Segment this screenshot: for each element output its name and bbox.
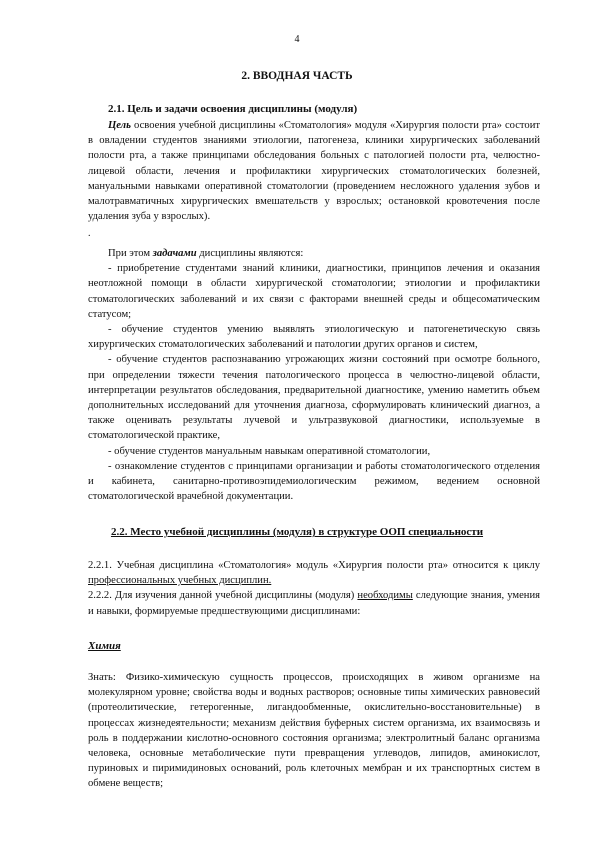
tasks-lead: задачами <box>152 248 197 259</box>
placement-p1: 2.2.1. Учебная дисциплина «Стоматология» модуль «Хирургия полости рта» относится к циклу профессиональных учебных дисциплин. <box>88 560 540 587</box>
page-number: 4 <box>294 34 300 45</box>
task-item: - ознакомление студентов с принципами организации и работы стоматологического отделения и кабинета, санитарно-противоэпидемиологическим режимом, ведением основной стоматологической врачебной документации. <box>88 460 540 503</box>
stray-dot: . <box>88 228 91 239</box>
task-item: - приобретение студентами знаний клиники, диагностики, принципов лечения и оказания неотложной помощи в области хирургической стоматологии; этиологии и профилактики стоматологических заболеваний и их связи с факторами внешней среды и общесоматическим статусом; <box>88 263 540 320</box>
section-2-1-title: 2.1. Цель и задачи освоения дисциплины (модуля) <box>108 103 358 115</box>
tasks-block <box>88 246 540 504</box>
chemistry-title: Химия <box>88 640 121 652</box>
placement-block <box>88 558 540 619</box>
chemistry-text: Знать: Физико-химическую сущность процессов, происходящих в живом организме на молекулярном уровне; свойства воды и водных растворов; основные типы химических равновесий (протеолитические, гетерогенные, лигандообменные, окислительно-восстановительные) в процессах жизнедеятельности; механизм действия буферных систем организма, их взаимосвязь и роль в поддержании кислотно-основного состояния организма; электролитный баланс организма человека, основные метаболические пути превращения углеводов, липидов, аминокислот, пуриновых и пиримидиновых оснований, роль клеточных мембран и их транспортных систем в обмене веществ; <box>88 672 540 790</box>
goal-paragraph <box>88 118 540 224</box>
placement-cycle-link: профессиональных учебных дисциплин. <box>88 575 272 587</box>
task-item: - обучение студентов распознаванию угрожающих жизни состояний при осмотре больного, при определении тяжести течения патологического процесса в челюстно-лицевой области, интерпретации результатов обследования, предварительной диагностике, умению наметить объем дополнительных исследований для уточнения диагноза, сформулировать клинический диагноз, а также оценивать результаты лучевой и ультразвуковой диагностики, используемые в стоматологической практике, <box>88 354 540 442</box>
placement-p2: 2.2.2. Для изучения данной учебной дисциплины (модуля) необходимы следующие знания, умения и навыки, формируемые предшествующими дисциплинами: <box>88 590 540 617</box>
tasks-intro: При этом задачами дисциплины являются: <box>108 248 304 259</box>
section-heading: 2. ВВОДНАЯ ЧАСТЬ <box>241 70 353 82</box>
goal-text: освоения учебной дисциплины «Стоматология» модуля «Хирургия полости рта» состоит в овладении студентов знаниями этиологии, патогенеза, клиники хирургических заболеваний полости рта, а также принципами обследования больных с патологией полости рта, челюстно-лицевой области, лечения и профилактики хирургических стоматологических болезней, мануальными навыками оперативной стоматологии (проведением несложного удаления зубов и малотравматичных хирургических вмешательств у взрослых; остановкой кровотечения после удаления зуба у взрослых). <box>88 120 540 223</box>
task-item: - обучение студентов умению выявлять этиологическую и патогенетическую связь хирургических стоматологических заболеваний и патологии других органов и систем, <box>88 324 540 351</box>
goal-lead: Цель <box>108 120 131 131</box>
section-2-2-title: 2.2. Место учебной дисциплины (модуля) в структуре ООП специальности <box>110 526 484 538</box>
task-item: - обучение студентов мануальным навыкам оперативной стоматологии, <box>108 445 431 457</box>
